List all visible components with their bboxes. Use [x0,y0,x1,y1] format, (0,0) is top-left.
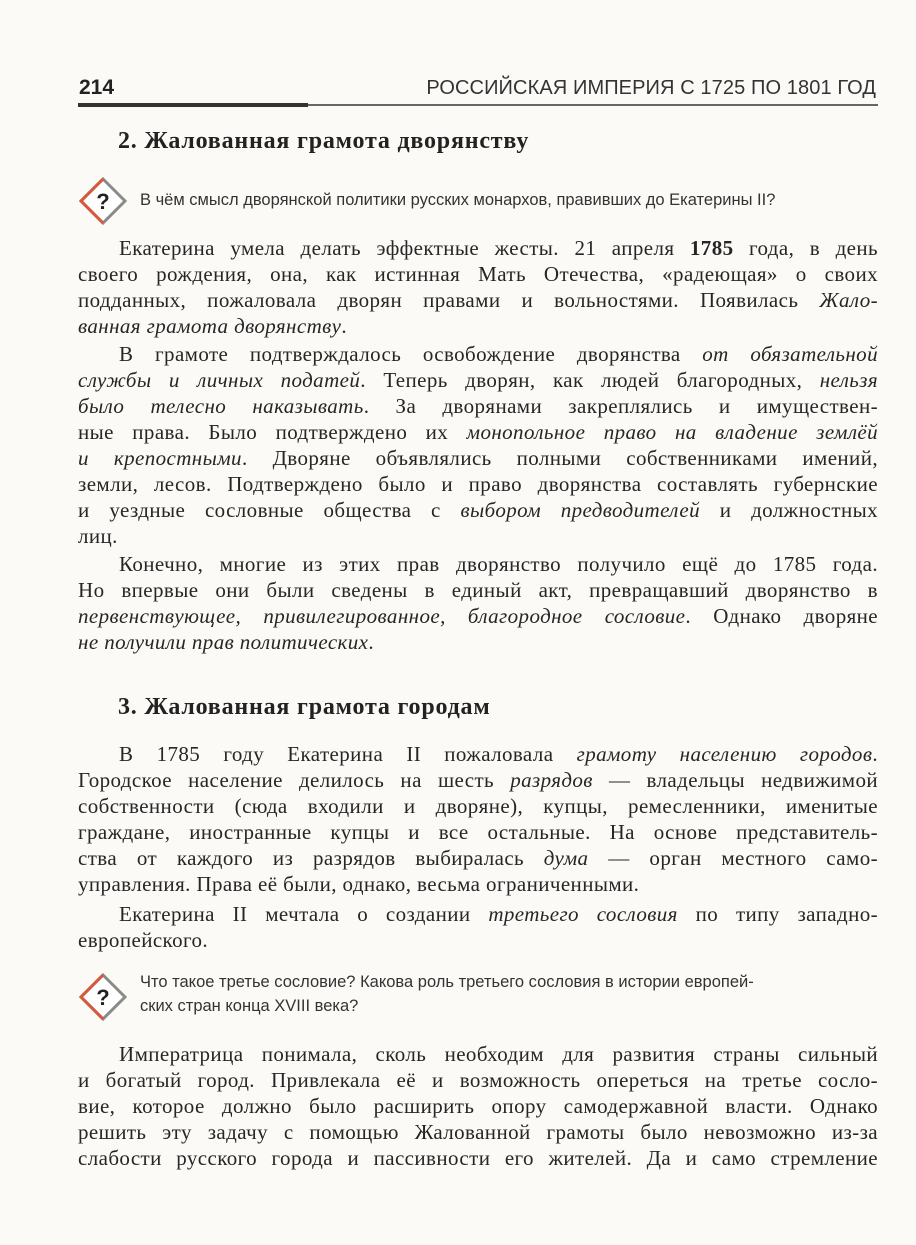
text-run: по типу западно- [677,902,879,926]
text-line [78,393,878,419]
text-run: . Однако дворяне [685,604,879,628]
text-line [78,629,878,655]
text-run: Императрица понимала, сколь необходим для развития страны сильный [119,1042,878,1066]
italic-term: монопольное право на владение землёй [466,420,879,444]
text-line [78,603,878,629]
italic-term: ванная грамота дворянству [78,314,342,338]
text-run: решить эту задачу с помощью Жалованной грамоты было невозможно из-за [78,1120,878,1144]
italic-term: первенствующее, привилегированное, благородное сословие [78,604,686,628]
text-run: Конечно, многие из этих прав дворянство получило ещё до 1785 года. [119,552,878,576]
text-line [78,497,878,523]
paragraph [78,741,878,897]
text-line [78,1041,878,1067]
text-run: собственности (сюда входили и дворяне), купцы, ремесленники, именитые [78,794,878,818]
svg-text:?: ? [96,985,110,1010]
text-run: и уездные сословные общества с [78,498,461,522]
italic-term: было телесно наказывать [78,394,364,418]
text-line [78,767,878,793]
text-run: года, в день [733,236,878,260]
italic-term: нельзя [819,368,878,392]
text-run: . [872,742,878,766]
text-run: управления. Права её были, однако, весьма ограниченными. [78,872,640,896]
text-line [78,523,878,549]
text-line [78,287,878,313]
italic-term: грамоту населению городов [576,742,873,766]
text-run: и должностных [700,498,878,522]
section-heading: 3. Жалованная грамота городам [118,694,491,720]
svg-text:?: ? [96,189,110,214]
question-text [140,970,880,1018]
text-run: граждане, иностранные купцы и все остальные. На основе представитель- [78,820,878,844]
italic-term: от обязательной [702,342,878,366]
text-run: Городское население делилось на шесть [78,768,511,792]
text-run: Но впервые они были сведены в единый акт, превращавший дворянство в [78,578,878,602]
running-title: РОССИЙСКАЯ ИМПЕРИЯ С 1725 ПО 1801 ГОД [426,77,876,99]
page-number: 214 [79,76,115,99]
text-line [78,741,878,767]
text-line [78,845,878,871]
text-run: вие, которое должно было расширить опору самодержавной власти. Однако [78,1094,878,1118]
text-line [78,1145,878,1171]
question-line: ских стран конца XVIII века? [140,997,359,1015]
text-run: — владельцы недвижимой [592,768,879,792]
text-run: своего рождения, она, как истинная Мать Отечества, «радеющая» о своих [78,262,878,286]
text-line [78,261,878,287]
text-line [78,901,878,927]
text-run: лиц. [78,524,118,548]
text-line [78,445,878,471]
text-run: В грамоте подтверждалось освобождение дворянства [119,342,703,366]
header-divider [78,104,878,106]
paragraph [78,901,878,953]
italic-term: службы и личных податей [78,368,361,392]
text-run: европейского. [78,928,209,952]
italic-term: и крепостными [78,446,242,470]
question-text: В чём смысл дворянской политики русских монархов, правивших до Екатерины II? [140,191,776,209]
text-run: Екатерина II мечтала о создании [119,902,489,926]
text-line [78,551,878,577]
text-line [78,313,878,339]
text-run: и богатый город. Привлекала её и возможность опереться на третье сосло- [78,1068,878,1092]
text-line [78,341,878,367]
text-run: . За дворянами закреплялись и имуществен- [363,394,879,418]
text-line [78,577,878,603]
text-run: . Теперь дворян, как людей благородных, [360,368,820,392]
text-run: . [341,314,348,338]
italic-term: дума [543,846,589,870]
text-line [78,1093,878,1119]
text-line [78,819,878,845]
question-line: Что такое третье сословие? Какова роль третьего сословия в истории европей- [140,973,754,991]
bold-text: 1785 [689,236,734,260]
text-run: Екатерина умела делать эффектные жесты. 21 апреля [119,236,690,260]
paragraph [78,341,878,549]
text-line [78,235,878,261]
text-line [78,793,878,819]
text-line [78,367,878,393]
italic-term: разрядов [510,768,593,792]
paragraph [78,1041,878,1171]
question-diamond-icon [78,176,128,226]
text-line [78,471,878,497]
question-diamond-icon [78,972,128,1022]
paragraph [78,235,878,339]
text-run: ные права. Было подтверждено их [78,420,467,444]
text-run: В 1785 году Екатерина II пожаловала [119,742,577,766]
italic-term: не получили прав политических [78,630,369,654]
text-run: . Дворяне объявлялись полными собственниками имений, [241,446,878,470]
text-line [78,927,878,953]
text-run: слабости русского города и пассивности его жителей. Да и само стремление [78,1146,878,1170]
text-line [78,419,878,445]
text-line [78,1119,878,1145]
text-line [78,1067,878,1093]
italic-term: Жало- [819,288,878,312]
section-heading: 2. Жалованная грамота дворянству [118,128,530,154]
italic-term: третьего сословия [488,902,678,926]
text-run: — орган местного само- [588,846,878,870]
text-run: . [368,630,375,654]
text-run: подданных, пожаловала дворян правами и вольностями. Появилась [78,288,820,312]
italic-term: выбором предводителей [460,498,701,522]
text-line [78,871,878,897]
paragraph [78,551,878,655]
text-run: ства от каждого из разрядов выбиралась [78,846,544,870]
text-run: земли, лесов. Подтверждено было и право дворянства составлять губернские [78,472,878,496]
